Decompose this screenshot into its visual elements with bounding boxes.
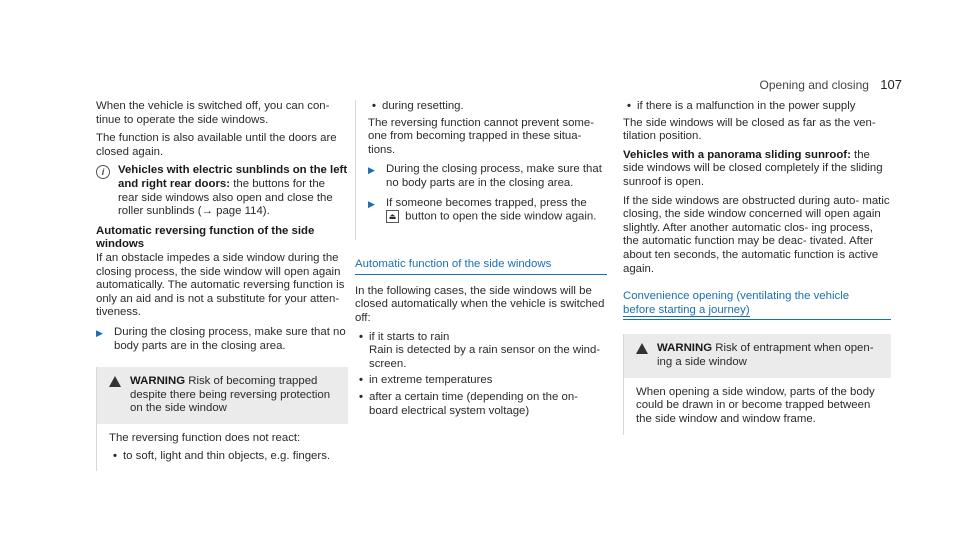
warning-title: Risk of entrapment when open- ing a side window xyxy=(657,342,874,368)
list-item xyxy=(359,331,607,372)
warning-label: WARNING xyxy=(657,342,713,355)
warning-body xyxy=(624,378,891,436)
column-1 xyxy=(96,100,348,471)
header-section: Opening and closing xyxy=(759,78,869,92)
page-header xyxy=(760,77,902,92)
section-title: Convenience opening (ventilating the vehicle before starting a journey) xyxy=(623,290,891,320)
warning-label: WARNING xyxy=(130,375,186,388)
bold-lead: Vehicles with a panorama sliding sunroof: xyxy=(623,148,851,161)
column-2 xyxy=(355,100,607,421)
subheading: Automatic reversing function of the side windows xyxy=(96,224,315,251)
bullet-icon: • xyxy=(359,374,363,387)
section-title: Automatic function of the side windows xyxy=(355,258,607,275)
paragraph: In the following cases, the side windows will be closed automatically when the vehicle is switched off: xyxy=(355,284,605,325)
bullet-icon: • xyxy=(627,100,631,112)
warning-continuation xyxy=(355,100,607,240)
warning-title: Risk of becoming trapped despite there being reversing protection on the side window xyxy=(130,375,331,415)
warning-header xyxy=(624,334,891,377)
step-text: If someone becomes trapped, press the ⏏ button to open the side window again. xyxy=(386,196,597,223)
info-text xyxy=(118,164,348,218)
paragraph: Vehicles with a panorama sliding sunroof: the side windows will be closed completely if the sliding sunroof is open. xyxy=(623,148,883,188)
paragraph: The reversing function does not react: xyxy=(109,431,301,444)
list-item-text: in extreme temperatures xyxy=(369,374,493,387)
list-item xyxy=(627,100,891,114)
warning-triangle-icon xyxy=(636,343,648,354)
list-item xyxy=(372,100,607,114)
bullet-icon: • xyxy=(359,391,363,404)
bullet-icon: • xyxy=(359,330,363,343)
instruction-step xyxy=(368,163,607,190)
paragraph: If the side windows are obstructed during auto- matic closing, the side window concerned will open again slightly. After another automatic clos- ing process, the automatic function may be deac- tivated. After about ten seconds, the automatic function is active again. xyxy=(623,194,890,275)
list-item-text: during resetting. xyxy=(382,100,464,112)
arrow-icon: ▶ xyxy=(368,165,375,176)
list-item xyxy=(359,374,607,388)
info-icon: i xyxy=(96,165,110,179)
info-note xyxy=(96,164,348,218)
warning-triangle-icon xyxy=(109,376,121,387)
list-item xyxy=(359,391,607,418)
bullet-icon: • xyxy=(372,100,376,112)
list-item-text: to soft, light and thin objects, e.g. fingers. xyxy=(123,450,331,463)
page-number: 107 xyxy=(880,77,902,92)
step-text: During the closing process, make sure that no body parts are in the closing area. xyxy=(114,325,346,352)
list-item-text: after a certain time (depending on the on- board electrical system voltage) xyxy=(369,391,578,417)
paragraph: The function is also available until the doors are closed again. xyxy=(96,132,337,158)
step-text: During the closing process, make sure that no body parts are in the closing area. xyxy=(386,163,602,189)
paragraph: The reversing function cannot prevent some- one from becoming trapped in these situa- tions. xyxy=(368,116,595,156)
instruction-step xyxy=(96,326,348,353)
warning-header xyxy=(97,367,348,424)
list-item xyxy=(113,450,336,464)
paragraph: When the vehicle is switched off, you can con- tinue to operate the side windows. xyxy=(96,100,330,126)
paragraph: The side windows will be closed as far as the ven- tilation position. xyxy=(623,116,876,143)
paragraph: If an obstacle impedes a side window during the closing process, the side window will open again automatically. The automatic reversing function is only an aid and is not a substitute for your atten- tiveness. xyxy=(96,251,345,319)
list-item-subtext: Rain is detected by a rain sensor on the wind- screen. xyxy=(369,344,601,370)
info-body: the buttons for the rear side windows also open and close the roller sunblinds (→ page 114). xyxy=(118,177,333,218)
arrow-icon: ▶ xyxy=(96,327,103,338)
info-bold: Vehicles with electric sunblinds on the left and right rear doors: xyxy=(118,164,348,190)
instruction-step xyxy=(368,197,607,225)
list-item-text: if there is a malfunction in the power supply xyxy=(637,100,856,112)
warning-box xyxy=(623,334,891,435)
warning-box xyxy=(96,367,348,471)
column-3 xyxy=(623,100,891,435)
paragraph: When opening a side window, parts of the body could be drawn in or become trapped between the side window and window frame. xyxy=(636,385,875,425)
window-button-icon: ⏏ xyxy=(386,210,399,223)
bullet-icon: • xyxy=(113,450,117,463)
warning-body xyxy=(97,424,348,471)
arrow-icon: ▶ xyxy=(368,198,375,209)
list-item-text: if it starts to rain xyxy=(369,330,450,343)
